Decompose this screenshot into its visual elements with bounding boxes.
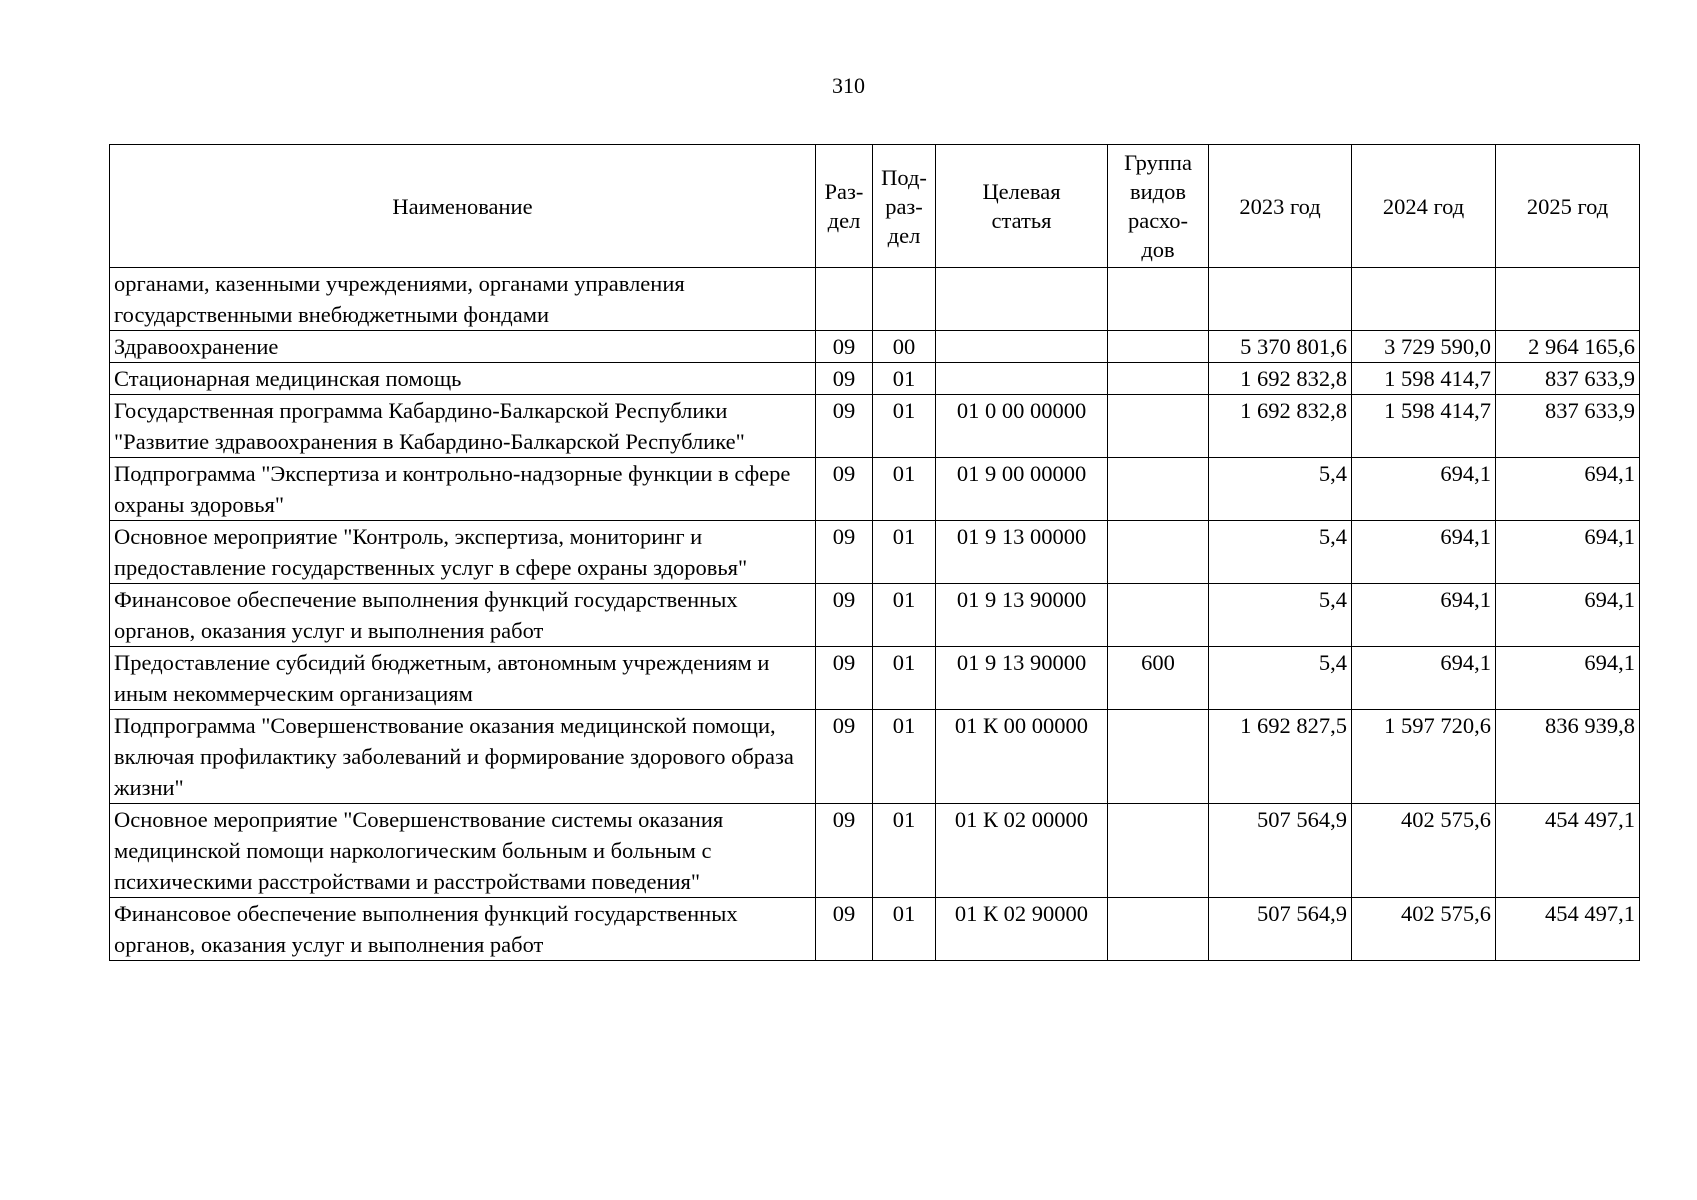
row-2024: 694,1 <box>1352 647 1496 710</box>
row-2024: 694,1 <box>1352 521 1496 584</box>
row-razdel: 09 <box>816 363 873 395</box>
row-2023: 1 692 832,8 <box>1209 395 1352 458</box>
table-row <box>110 521 1640 584</box>
row-razdel: 09 <box>816 898 873 961</box>
row-vid-rashodov <box>1108 331 1209 363</box>
row-name: органами, казенными учреждениями, органами управления государственными внебюджетными фондами <box>110 268 816 331</box>
table-row <box>110 268 1640 331</box>
table-row <box>110 898 1640 961</box>
row-2023: 5,4 <box>1209 521 1352 584</box>
table-row <box>110 395 1640 458</box>
row-2024: 694,1 <box>1352 584 1496 647</box>
header-gruppa-vidov-rashodov: Группа видов расхо- дов <box>1108 145 1209 268</box>
row-podrazdel: 01 <box>873 804 936 898</box>
row-name: Стационарная медицинская помощь <box>110 363 816 395</box>
row-razdel: 09 <box>816 647 873 710</box>
row-2025: 2 964 165,6 <box>1496 331 1640 363</box>
row-celevaya-statya <box>936 268 1108 331</box>
row-razdel: 09 <box>816 331 873 363</box>
header-razdel: Раз- дел <box>816 145 873 268</box>
row-name: Государственная программа Кабардино-Балкарской Республики "Развитие здравоохранения в Кабардино-Балкарской Республике" <box>110 395 816 458</box>
row-name: Здравоохранение <box>110 331 816 363</box>
row-2025: 694,1 <box>1496 458 1640 521</box>
row-2024: 694,1 <box>1352 458 1496 521</box>
row-2023: 507 564,9 <box>1209 898 1352 961</box>
row-vid-rashodov <box>1108 395 1209 458</box>
row-2023: 5 370 801,6 <box>1209 331 1352 363</box>
table-row <box>110 804 1640 898</box>
row-name: Подпрограмма "Экспертиза и контрольно-надзорные функции в сфере охраны здоровья" <box>110 458 816 521</box>
row-podrazdel: 01 <box>873 521 936 584</box>
row-razdel: 09 <box>816 584 873 647</box>
table-row <box>110 458 1640 521</box>
page-number: 310 <box>832 73 865 98</box>
row-celevaya-statya <box>936 331 1108 363</box>
row-name: Основное мероприятие "Контроль, экспертиза, мониторинг и предоставление государственных услуг в сфере охраны здоровья" <box>110 521 816 584</box>
row-celevaya-statya: 01 К 02 00000 <box>936 804 1108 898</box>
row-vid-rashodov <box>1108 521 1209 584</box>
row-2025: 454 497,1 <box>1496 898 1640 961</box>
row-name: Основное мероприятие "Совершенствование системы оказания медицинской помощи наркологическим больным и больным с психическими расстройствами и расстройствами поведения" <box>110 804 816 898</box>
row-2023: 5,4 <box>1209 584 1352 647</box>
row-2024: 1 597 720,6 <box>1352 710 1496 804</box>
row-2024: 1 598 414,7 <box>1352 363 1496 395</box>
row-podrazdel: 01 <box>873 647 936 710</box>
row-2025: 836 939,8 <box>1496 710 1640 804</box>
table-row <box>110 647 1640 710</box>
row-razdel <box>816 268 873 331</box>
row-2025: 837 633,9 <box>1496 395 1640 458</box>
row-celevaya-statya: 01 9 13 90000 <box>936 647 1108 710</box>
header-podrazdel: Под- раз- дел <box>873 145 936 268</box>
row-2023: 5,4 <box>1209 458 1352 521</box>
row-celevaya-statya: 01 9 00 00000 <box>936 458 1108 521</box>
row-vid-rashodov <box>1108 458 1209 521</box>
table-row <box>110 710 1640 804</box>
row-2025: 694,1 <box>1496 647 1640 710</box>
row-podrazdel: 01 <box>873 710 936 804</box>
row-podrazdel: 01 <box>873 898 936 961</box>
header-2023: 2023 год <box>1209 145 1352 268</box>
row-2023: 1 692 832,8 <box>1209 363 1352 395</box>
row-vid-rashodov <box>1108 363 1209 395</box>
row-vid-rashodov <box>1108 268 1209 331</box>
row-2025: 694,1 <box>1496 521 1640 584</box>
header-celevaya-statya: Целевая статья <box>936 145 1108 268</box>
row-2024: 402 575,6 <box>1352 898 1496 961</box>
row-razdel: 09 <box>816 458 873 521</box>
row-celevaya-statya: 01 9 13 90000 <box>936 584 1108 647</box>
row-2023 <box>1209 268 1352 331</box>
header-name: Наименование <box>110 145 816 268</box>
row-2024 <box>1352 268 1496 331</box>
row-name: Финансовое обеспечение выполнения функций государственных органов, оказания услуг и выполнения работ <box>110 584 816 647</box>
row-2023: 5,4 <box>1209 647 1352 710</box>
table-row <box>110 363 1640 395</box>
row-2025: 837 633,9 <box>1496 363 1640 395</box>
row-razdel: 09 <box>816 710 873 804</box>
row-name: Подпрограмма "Совершенствование оказания медицинской помощи, включая профилактику заболеваний и формирование здорового образа жизни" <box>110 710 816 804</box>
row-podrazdel <box>873 268 936 331</box>
row-razdel: 09 <box>816 521 873 584</box>
row-celevaya-statya: 01 К 02 90000 <box>936 898 1108 961</box>
row-razdel: 09 <box>816 395 873 458</box>
budget-table <box>109 144 1640 961</box>
row-2024: 3 729 590,0 <box>1352 331 1496 363</box>
row-name: Финансовое обеспечение выполнения функций государственных органов, оказания услуг и выполнения работ <box>110 898 816 961</box>
row-vid-rashodov: 600 <box>1108 647 1209 710</box>
row-celevaya-statya: 01 9 13 00000 <box>936 521 1108 584</box>
table-row <box>110 584 1640 647</box>
row-celevaya-statya: 01 К 00 00000 <box>936 710 1108 804</box>
row-2023: 1 692 827,5 <box>1209 710 1352 804</box>
row-2025: 694,1 <box>1496 584 1640 647</box>
row-2025 <box>1496 268 1640 331</box>
row-vid-rashodov <box>1108 710 1209 804</box>
table-header-row <box>110 145 1640 268</box>
row-name: Предоставление субсидий бюджетным, автономным учреждениям и иным некоммерческим организациям <box>110 647 816 710</box>
row-podrazdel: 01 <box>873 458 936 521</box>
header-2024: 2024 год <box>1352 145 1496 268</box>
header-2025: 2025 год <box>1496 145 1640 268</box>
row-vid-rashodov <box>1108 584 1209 647</box>
row-podrazdel: 01 <box>873 363 936 395</box>
table-row <box>110 331 1640 363</box>
row-2025: 454 497,1 <box>1496 804 1640 898</box>
row-2024: 1 598 414,7 <box>1352 395 1496 458</box>
row-celevaya-statya: 01 0 00 00000 <box>936 395 1108 458</box>
row-2023: 507 564,9 <box>1209 804 1352 898</box>
row-podrazdel: 01 <box>873 395 936 458</box>
row-podrazdel: 01 <box>873 584 936 647</box>
row-vid-rashodov <box>1108 898 1209 961</box>
row-razdel: 09 <box>816 804 873 898</box>
row-vid-rashodov <box>1108 804 1209 898</box>
row-2024: 402 575,6 <box>1352 804 1496 898</box>
row-podrazdel: 00 <box>873 331 936 363</box>
row-celevaya-statya <box>936 363 1108 395</box>
